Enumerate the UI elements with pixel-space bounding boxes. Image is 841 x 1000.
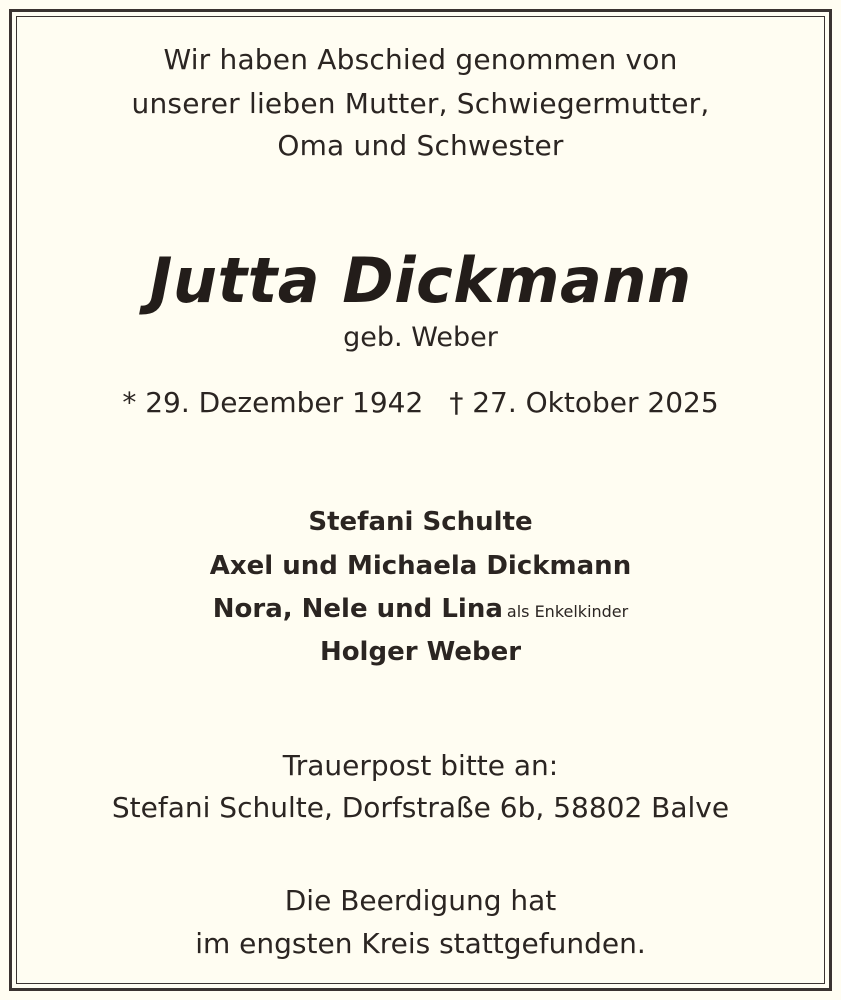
funeral-line-1: Die Beerdigung hat [284, 884, 557, 917]
death-date: † 27. Oktober 2025 [449, 386, 719, 419]
family-line-1: Stefani Schulte [308, 507, 533, 537]
grandchildren-names: Nora, Nele und Lina [212, 594, 503, 624]
funeral-line-2: im engsten Kreis stattgefunden. [195, 927, 646, 960]
condolence-heading: Trauerpost bitte an: [282, 749, 559, 782]
deceased-name: Jutta Dickmann [149, 244, 692, 317]
family-line-4: Holger Weber [319, 637, 522, 667]
intro-line-1: Wir haben Abschied genommen von [163, 43, 678, 76]
life-dates [0, 386, 841, 419]
grandchildren-note: als Enkelkinder [506, 602, 629, 621]
family-line-3 [0, 594, 841, 624]
intro-line-2: unserer lieben Mutter, Schwiegermutter, [131, 87, 710, 120]
birth-date: * 29. Dezember 1942 [122, 386, 424, 419]
family-line-2: Axel und Michaela Dickmann [209, 551, 632, 581]
condolence-address: Stefani Schulte, Dorfstraße 6b, 58802 Balve [111, 791, 730, 824]
maiden-name: geb. Weber [343, 322, 498, 353]
intro-line-3: Oma und Schwester [277, 129, 564, 162]
